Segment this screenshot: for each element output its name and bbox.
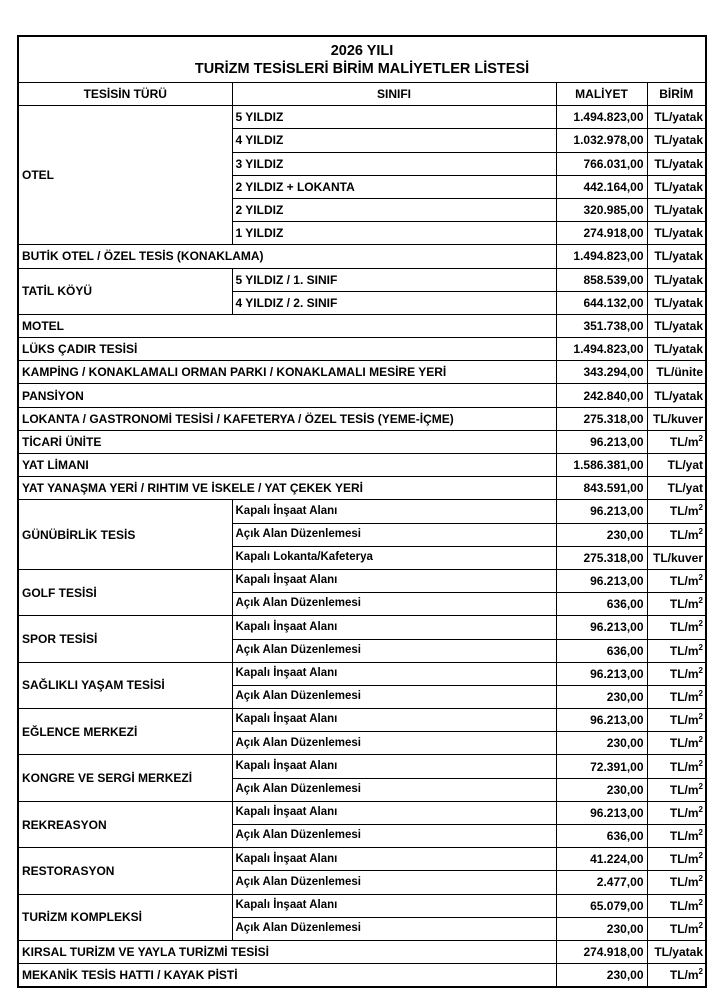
- table-row: [18, 430, 706, 453]
- table-row: [18, 569, 706, 592]
- facility-type: KAMPİNG / KONAKLAMALI ORMAN PARKI / KONAKLAMALI MESİRE YERİ: [18, 361, 556, 384]
- table-row: [18, 106, 706, 129]
- class-cell: 5 YILDIZ: [232, 106, 556, 129]
- title-line-1: 2026 YILI: [330, 42, 394, 59]
- class-cell: 2 YILDIZ: [232, 198, 556, 221]
- unit-cell: [647, 778, 706, 801]
- unit-cell: TL/yatak: [647, 291, 706, 314]
- table-row: [18, 940, 706, 963]
- cost-cell: 766.031,00: [556, 152, 647, 175]
- unit-cell: [647, 430, 706, 453]
- facility-type: MEKANİK TESİS HATTI / KAYAK PİSTİ: [18, 964, 556, 987]
- unit-cell: [647, 732, 706, 755]
- cost-cell: 1.032.978,00: [556, 129, 647, 152]
- unit-sup: 2: [698, 503, 703, 513]
- unit-cell: [647, 917, 706, 940]
- unit-sup: 2: [698, 573, 703, 583]
- class-cell: Açık Alan Düzenlemesi: [232, 778, 556, 801]
- unit-cell: [647, 894, 706, 917]
- facility-type: LÜKS ÇADIR TESİSİ: [18, 338, 556, 361]
- unit-cell: [647, 500, 706, 523]
- class-cell: Kapalı İnşaat Alanı: [232, 616, 556, 639]
- table-row: [18, 500, 706, 523]
- unit-cell: TL/yat: [647, 477, 706, 500]
- unit-cell: [647, 569, 706, 592]
- cost-cell: 41.224,00: [556, 848, 647, 871]
- class-cell: Kapalı İnşaat Alanı: [232, 801, 556, 824]
- cost-table: [17, 35, 707, 988]
- cost-cell: 1.494.823,00: [556, 245, 647, 268]
- class-cell: Açık Alan Düzenlemesi: [232, 639, 556, 662]
- class-cell: Kapalı İnşaat Alanı: [232, 569, 556, 592]
- table-row: [18, 964, 706, 987]
- unit-cell: [647, 964, 706, 987]
- unit-cell: [647, 685, 706, 708]
- class-cell: 2 YILDIZ + LOKANTA: [232, 175, 556, 198]
- cost-cell: 858.539,00: [556, 268, 647, 291]
- unit-cell: TL/kuver: [647, 546, 706, 569]
- facility-type: KONGRE VE SERGİ MERKEZİ: [18, 755, 232, 801]
- cost-cell: 636,00: [556, 639, 647, 662]
- cost-cell: 1.586.381,00: [556, 454, 647, 477]
- cost-list-document: [17, 35, 707, 988]
- unit-text: TL/m: [669, 504, 699, 519]
- facility-type: RESTORASYON: [18, 848, 232, 894]
- facility-type-butik: BUTİK OTEL / ÖZEL TESİS (KONAKLAMA): [18, 245, 556, 268]
- class-cell: Kapalı İnşaat Alanı: [232, 709, 556, 732]
- cost-cell: 636,00: [556, 825, 647, 848]
- table-row: [18, 848, 706, 871]
- unit-cell: [647, 593, 706, 616]
- cost-cell: 96.213,00: [556, 500, 647, 523]
- class-cell: Kapalı Lokanta/Kafeterya: [232, 546, 556, 569]
- cost-cell: 96.213,00: [556, 662, 647, 685]
- unit-sup: 2: [698, 804, 703, 814]
- cost-cell: 275.318,00: [556, 407, 647, 430]
- cost-cell: 96.213,00: [556, 616, 647, 639]
- unit-cell: TL/ünite: [647, 361, 706, 384]
- unit-sup: 2: [698, 966, 703, 976]
- unit-text: TL/m: [669, 898, 699, 913]
- facility-type-gunubirlik: GÜNÜBİRLİK TESİS: [18, 500, 232, 570]
- class-cell: 4 YILDIZ / 2. SINIF: [232, 291, 556, 314]
- unit-sup: 2: [698, 897, 703, 907]
- table-row: [18, 268, 706, 291]
- unit-cell: TL/yatak: [647, 384, 706, 407]
- unit-cell: TL/yatak: [647, 314, 706, 337]
- cost-cell: 96.213,00: [556, 801, 647, 824]
- cost-cell: 230,00: [556, 685, 647, 708]
- unit-sup: 2: [698, 920, 703, 930]
- cost-cell: 96.213,00: [556, 709, 647, 732]
- document-title: [18, 36, 706, 83]
- class-cell: 5 YILDIZ / 1. SINIF: [232, 268, 556, 291]
- cost-cell: 274.918,00: [556, 222, 647, 245]
- header-cost: MALİYET: [556, 83, 647, 106]
- cost-cell: 636,00: [556, 593, 647, 616]
- header-row: [18, 83, 706, 106]
- unit-cell: TL/yatak: [647, 268, 706, 291]
- cost-cell: 230,00: [556, 523, 647, 546]
- table-row: [18, 338, 706, 361]
- unit-cell: [647, 755, 706, 778]
- cost-cell: 96.213,00: [556, 430, 647, 453]
- unit-cell: [647, 639, 706, 662]
- cost-cell: 230,00: [556, 778, 647, 801]
- unit-cell: TL/yatak: [647, 222, 706, 245]
- table-row: [18, 384, 706, 407]
- unit-text: TL/m: [669, 805, 699, 820]
- unit-cell: [647, 848, 706, 871]
- unit-sup: 2: [698, 526, 703, 536]
- facility-type-tatil: TATİL KÖYÜ: [18, 268, 232, 314]
- header-unit: BİRİM: [647, 83, 706, 106]
- unit-cell: [647, 662, 706, 685]
- unit-cell: TL/yatak: [647, 129, 706, 152]
- class-cell: 1 YILDIZ: [232, 222, 556, 245]
- unit-text: TL/m: [669, 875, 699, 890]
- unit-sup: 2: [698, 851, 703, 861]
- cost-cell: 2.477,00: [556, 871, 647, 894]
- unit-sup: 2: [698, 665, 703, 675]
- unit-text: TL/m: [669, 829, 699, 844]
- table-row: [18, 662, 706, 685]
- class-cell: Açık Alan Düzenlemesi: [232, 593, 556, 616]
- unit-sup: 2: [698, 735, 703, 745]
- unit-text: TL/m: [669, 574, 699, 589]
- table-row: [18, 616, 706, 639]
- cost-cell: 275.318,00: [556, 546, 647, 569]
- class-cell: Kapalı İnşaat Alanı: [232, 662, 556, 685]
- table-row: [18, 755, 706, 778]
- class-cell: Kapalı İnşaat Alanı: [232, 500, 556, 523]
- unit-cell: [647, 871, 706, 894]
- unit-text: TL/m: [669, 852, 699, 867]
- unit-cell: [647, 709, 706, 732]
- facility-type: YAT LİMANI: [18, 454, 556, 477]
- cost-cell: 644.132,00: [556, 291, 647, 314]
- unit-cell: TL/yatak: [647, 106, 706, 129]
- class-cell: Açık Alan Düzenlemesi: [232, 825, 556, 848]
- unit-sup: 2: [698, 596, 703, 606]
- unit-text: TL/m: [669, 921, 699, 936]
- facility-type: SPOR TESİSİ: [18, 616, 232, 662]
- table-row: [18, 314, 706, 337]
- cost-cell: 230,00: [556, 917, 647, 940]
- unit-cell: TL/yat: [647, 454, 706, 477]
- table-row: [18, 407, 706, 430]
- unit-cell: TL/kuver: [647, 407, 706, 430]
- unit-text: TL/m: [669, 434, 699, 449]
- table-row: [18, 801, 706, 824]
- facility-type: PANSİYON: [18, 384, 556, 407]
- table-row: [18, 477, 706, 500]
- class-cell: Açık Alan Düzenlemesi: [232, 732, 556, 755]
- unit-text: TL/m: [669, 967, 699, 982]
- unit-text: TL/m: [669, 666, 699, 681]
- cost-cell: 843.591,00: [556, 477, 647, 500]
- table-row: [18, 894, 706, 917]
- facility-type: SAĞLIKLI YAŞAM TESİSİ: [18, 662, 232, 708]
- header-class: SINIFI: [232, 83, 556, 106]
- class-cell: Kapalı İnşaat Alanı: [232, 894, 556, 917]
- table-row: [18, 454, 706, 477]
- unit-cell: [647, 523, 706, 546]
- unit-sup: 2: [698, 828, 703, 838]
- unit-cell: [647, 616, 706, 639]
- cost-cell: 274.918,00: [556, 940, 647, 963]
- unit-text: TL/m: [669, 736, 699, 751]
- unit-text: TL/m: [669, 620, 699, 635]
- unit-cell: [647, 801, 706, 824]
- table-row: [18, 361, 706, 384]
- facility-type: REKREASYON: [18, 801, 232, 847]
- class-cell: Kapalı İnşaat Alanı: [232, 755, 556, 778]
- cost-cell: 65.079,00: [556, 894, 647, 917]
- unit-text: TL/m: [669, 527, 699, 542]
- class-cell: 4 YILDIZ: [232, 129, 556, 152]
- facility-type: GOLF TESİSİ: [18, 569, 232, 615]
- table-row: [18, 709, 706, 732]
- unit-text: TL/m: [669, 782, 699, 797]
- cost-cell: 1.494.823,00: [556, 338, 647, 361]
- cost-cell: 351.738,00: [556, 314, 647, 337]
- unit-sup: 2: [698, 758, 703, 768]
- unit-sup: 2: [698, 874, 703, 884]
- unit-text: TL/m: [669, 643, 699, 658]
- cost-cell: 96.213,00: [556, 569, 647, 592]
- unit-sup: 2: [698, 642, 703, 652]
- cost-cell: 230,00: [556, 732, 647, 755]
- unit-sup: 2: [698, 619, 703, 629]
- facility-type: YAT YANAŞMA YERİ / RIHTIM VE İSKELE / YAT ÇEKEK YERİ: [18, 477, 556, 500]
- unit-text: TL/m: [669, 689, 699, 704]
- unit-sup: 2: [698, 433, 703, 443]
- class-cell: Kapalı İnşaat Alanı: [232, 848, 556, 871]
- facility-type: MOTEL: [18, 314, 556, 337]
- cost-cell: 320.985,00: [556, 198, 647, 221]
- unit-sup: 2: [698, 781, 703, 791]
- facility-type: TURİZM KOMPLEKSİ: [18, 894, 232, 940]
- cost-cell: 343.294,00: [556, 361, 647, 384]
- unit-text: TL/m: [669, 759, 699, 774]
- unit-sup: 2: [698, 688, 703, 698]
- unit-text: TL/m: [669, 713, 699, 728]
- facility-type-otel: OTEL: [18, 106, 232, 245]
- facility-type: LOKANTA / GASTRONOMİ TESİSİ / KAFETERYA / ÖZEL TESİS (YEME-İÇME): [18, 407, 556, 430]
- unit-cell: TL/yatak: [647, 152, 706, 175]
- header-type: TESİSİN TÜRÜ: [18, 83, 232, 106]
- unit-sup: 2: [698, 712, 703, 722]
- title-row: [18, 36, 706, 83]
- facility-type: KIRSAL TURİZM VE YAYLA TURİZMİ TESİSİ: [18, 940, 556, 963]
- cost-cell: 230,00: [556, 964, 647, 987]
- unit-cell: TL/yatak: [647, 338, 706, 361]
- facility-type: TİCARİ ÜNİTE: [18, 430, 556, 453]
- class-cell: Açık Alan Düzenlemesi: [232, 871, 556, 894]
- cost-cell: 72.391,00: [556, 755, 647, 778]
- unit-cell: TL/yatak: [647, 198, 706, 221]
- class-cell: 3 YILDIZ: [232, 152, 556, 175]
- title-line-2: TURİZM TESİSLERİ BİRİM MALİYETLER LİSTESİ: [194, 61, 530, 77]
- unit-text: TL/m: [669, 597, 699, 612]
- cost-cell: 442.164,00: [556, 175, 647, 198]
- class-cell: Açık Alan Düzenlemesi: [232, 917, 556, 940]
- table-row: [18, 245, 706, 268]
- unit-cell: TL/yatak: [647, 940, 706, 963]
- cost-cell: 242.840,00: [556, 384, 647, 407]
- unit-cell: TL/yatak: [647, 175, 706, 198]
- cost-cell: 1.494.823,00: [556, 106, 647, 129]
- unit-cell: TL/yatak: [647, 245, 706, 268]
- class-cell: Açık Alan Düzenlemesi: [232, 685, 556, 708]
- facility-type: EĞLENCE MERKEZİ: [18, 709, 232, 755]
- class-cell: Açık Alan Düzenlemesi: [232, 523, 556, 546]
- unit-cell: [647, 825, 706, 848]
